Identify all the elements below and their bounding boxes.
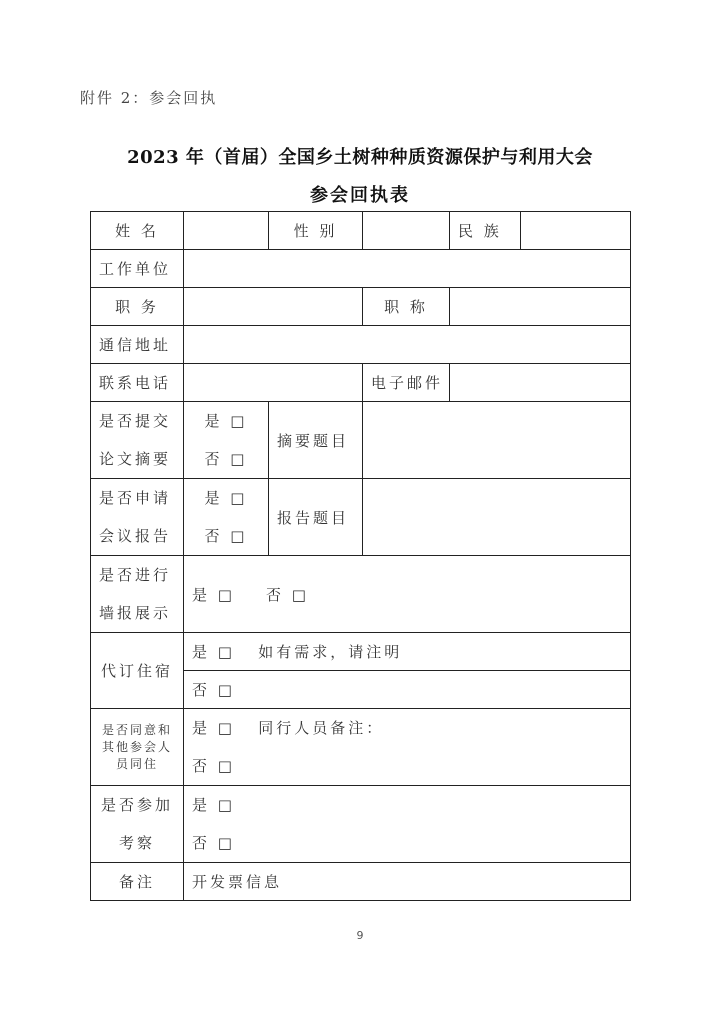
report-yes-checkbox[interactable]: 是 □	[204, 489, 248, 507]
ethnicity-field[interactable]	[521, 212, 631, 250]
roommate-question-line2: 其他参会人	[101, 739, 172, 754]
row-poster	[91, 556, 631, 633]
email-field[interactable]	[450, 364, 631, 402]
work-unit-label: 工作单位	[91, 250, 184, 288]
lodging-no-checkbox[interactable]: 否 □	[184, 671, 631, 709]
row-name	[91, 212, 631, 250]
tour-no-checkbox[interactable]: 否 □	[192, 834, 235, 852]
row-abstract	[91, 402, 631, 479]
gender-label: 性 别	[269, 212, 363, 250]
row-work-unit	[91, 250, 631, 288]
name-label: 姓 名	[91, 212, 184, 250]
title-label: 职 称	[363, 288, 450, 326]
attachment-label: 附件 2：参会回执	[80, 89, 218, 107]
abstract-yes-checkbox[interactable]: 是 □	[204, 412, 248, 430]
report-question-line2: 会议报告	[99, 527, 172, 545]
poster-options[interactable]: 是 □ 否 □	[184, 556, 631, 633]
name-field[interactable]	[184, 212, 269, 250]
page-number: 9	[356, 929, 364, 942]
position-label: 职 务	[91, 288, 184, 326]
roommate-yes-checkbox[interactable]: 是 □ 同行人员备注：	[192, 719, 385, 737]
tour-yes-checkbox[interactable]: 是 □	[192, 796, 235, 814]
row-lodging-yes	[91, 633, 631, 671]
row-roommate	[91, 709, 631, 786]
remarks-field[interactable]: 开发票信息	[184, 863, 631, 901]
row-address	[91, 326, 631, 364]
roommate-question-line1: 是否同意和	[101, 722, 172, 737]
phone-label: 联系电话	[91, 364, 184, 402]
poster-question-line2: 墙报展示	[99, 604, 172, 622]
abstract-options	[184, 402, 269, 479]
address-field[interactable]	[184, 326, 631, 364]
email-label: 电子邮件	[363, 364, 450, 402]
lodging-yes-checkbox[interactable]: 是 □ 如有需求，请注明	[184, 633, 631, 671]
ethnicity-label: 民 族	[450, 212, 521, 250]
roommate-question-line3: 员同住	[115, 756, 158, 771]
report-question	[91, 479, 184, 556]
poster-question	[91, 556, 184, 633]
position-field[interactable]	[184, 288, 363, 326]
report-options	[184, 479, 269, 556]
row-report	[91, 479, 631, 556]
abstract-question	[91, 402, 184, 479]
tour-question-line2: 考察	[118, 834, 155, 852]
row-position	[91, 288, 631, 326]
poster-question-line1: 是否进行	[99, 566, 172, 584]
tour-options	[184, 786, 631, 863]
report-topic-label: 报告题目	[269, 479, 363, 556]
title-field[interactable]	[450, 288, 631, 326]
row-contact	[91, 364, 631, 402]
report-topic-field[interactable]	[363, 479, 631, 556]
tour-question	[91, 786, 184, 863]
roommate-options	[184, 709, 631, 786]
remarks-label: 备注	[91, 863, 184, 901]
abstract-no-checkbox[interactable]: 否 □	[204, 450, 248, 468]
abstract-topic-field[interactable]	[363, 402, 631, 479]
phone-field[interactable]	[184, 364, 363, 402]
abstract-question-line1: 是否提交	[99, 412, 172, 430]
row-remarks	[91, 863, 631, 901]
roommate-no-checkbox[interactable]: 否 □	[192, 757, 235, 775]
work-unit-field[interactable]	[184, 250, 631, 288]
address-label: 通信地址	[91, 326, 184, 364]
roommate-question	[91, 709, 184, 786]
document-title: 2023 年（首届）全国乡土树种种质资源保护与利用大会	[127, 147, 593, 168]
report-question-line1: 是否申请	[99, 489, 172, 507]
abstract-topic-label: 摘要题目	[269, 402, 363, 479]
document-subtitle: 参会回执表	[310, 185, 410, 206]
report-no-checkbox[interactable]: 否 □	[204, 527, 248, 545]
lodging-label: 代订住宿	[91, 633, 184, 709]
abstract-question-line2: 论文摘要	[99, 450, 172, 468]
gender-field[interactable]	[363, 212, 450, 250]
row-tour	[91, 786, 631, 863]
tour-question-line1: 是否参加	[100, 796, 173, 814]
registration-form-table	[90, 211, 631, 901]
